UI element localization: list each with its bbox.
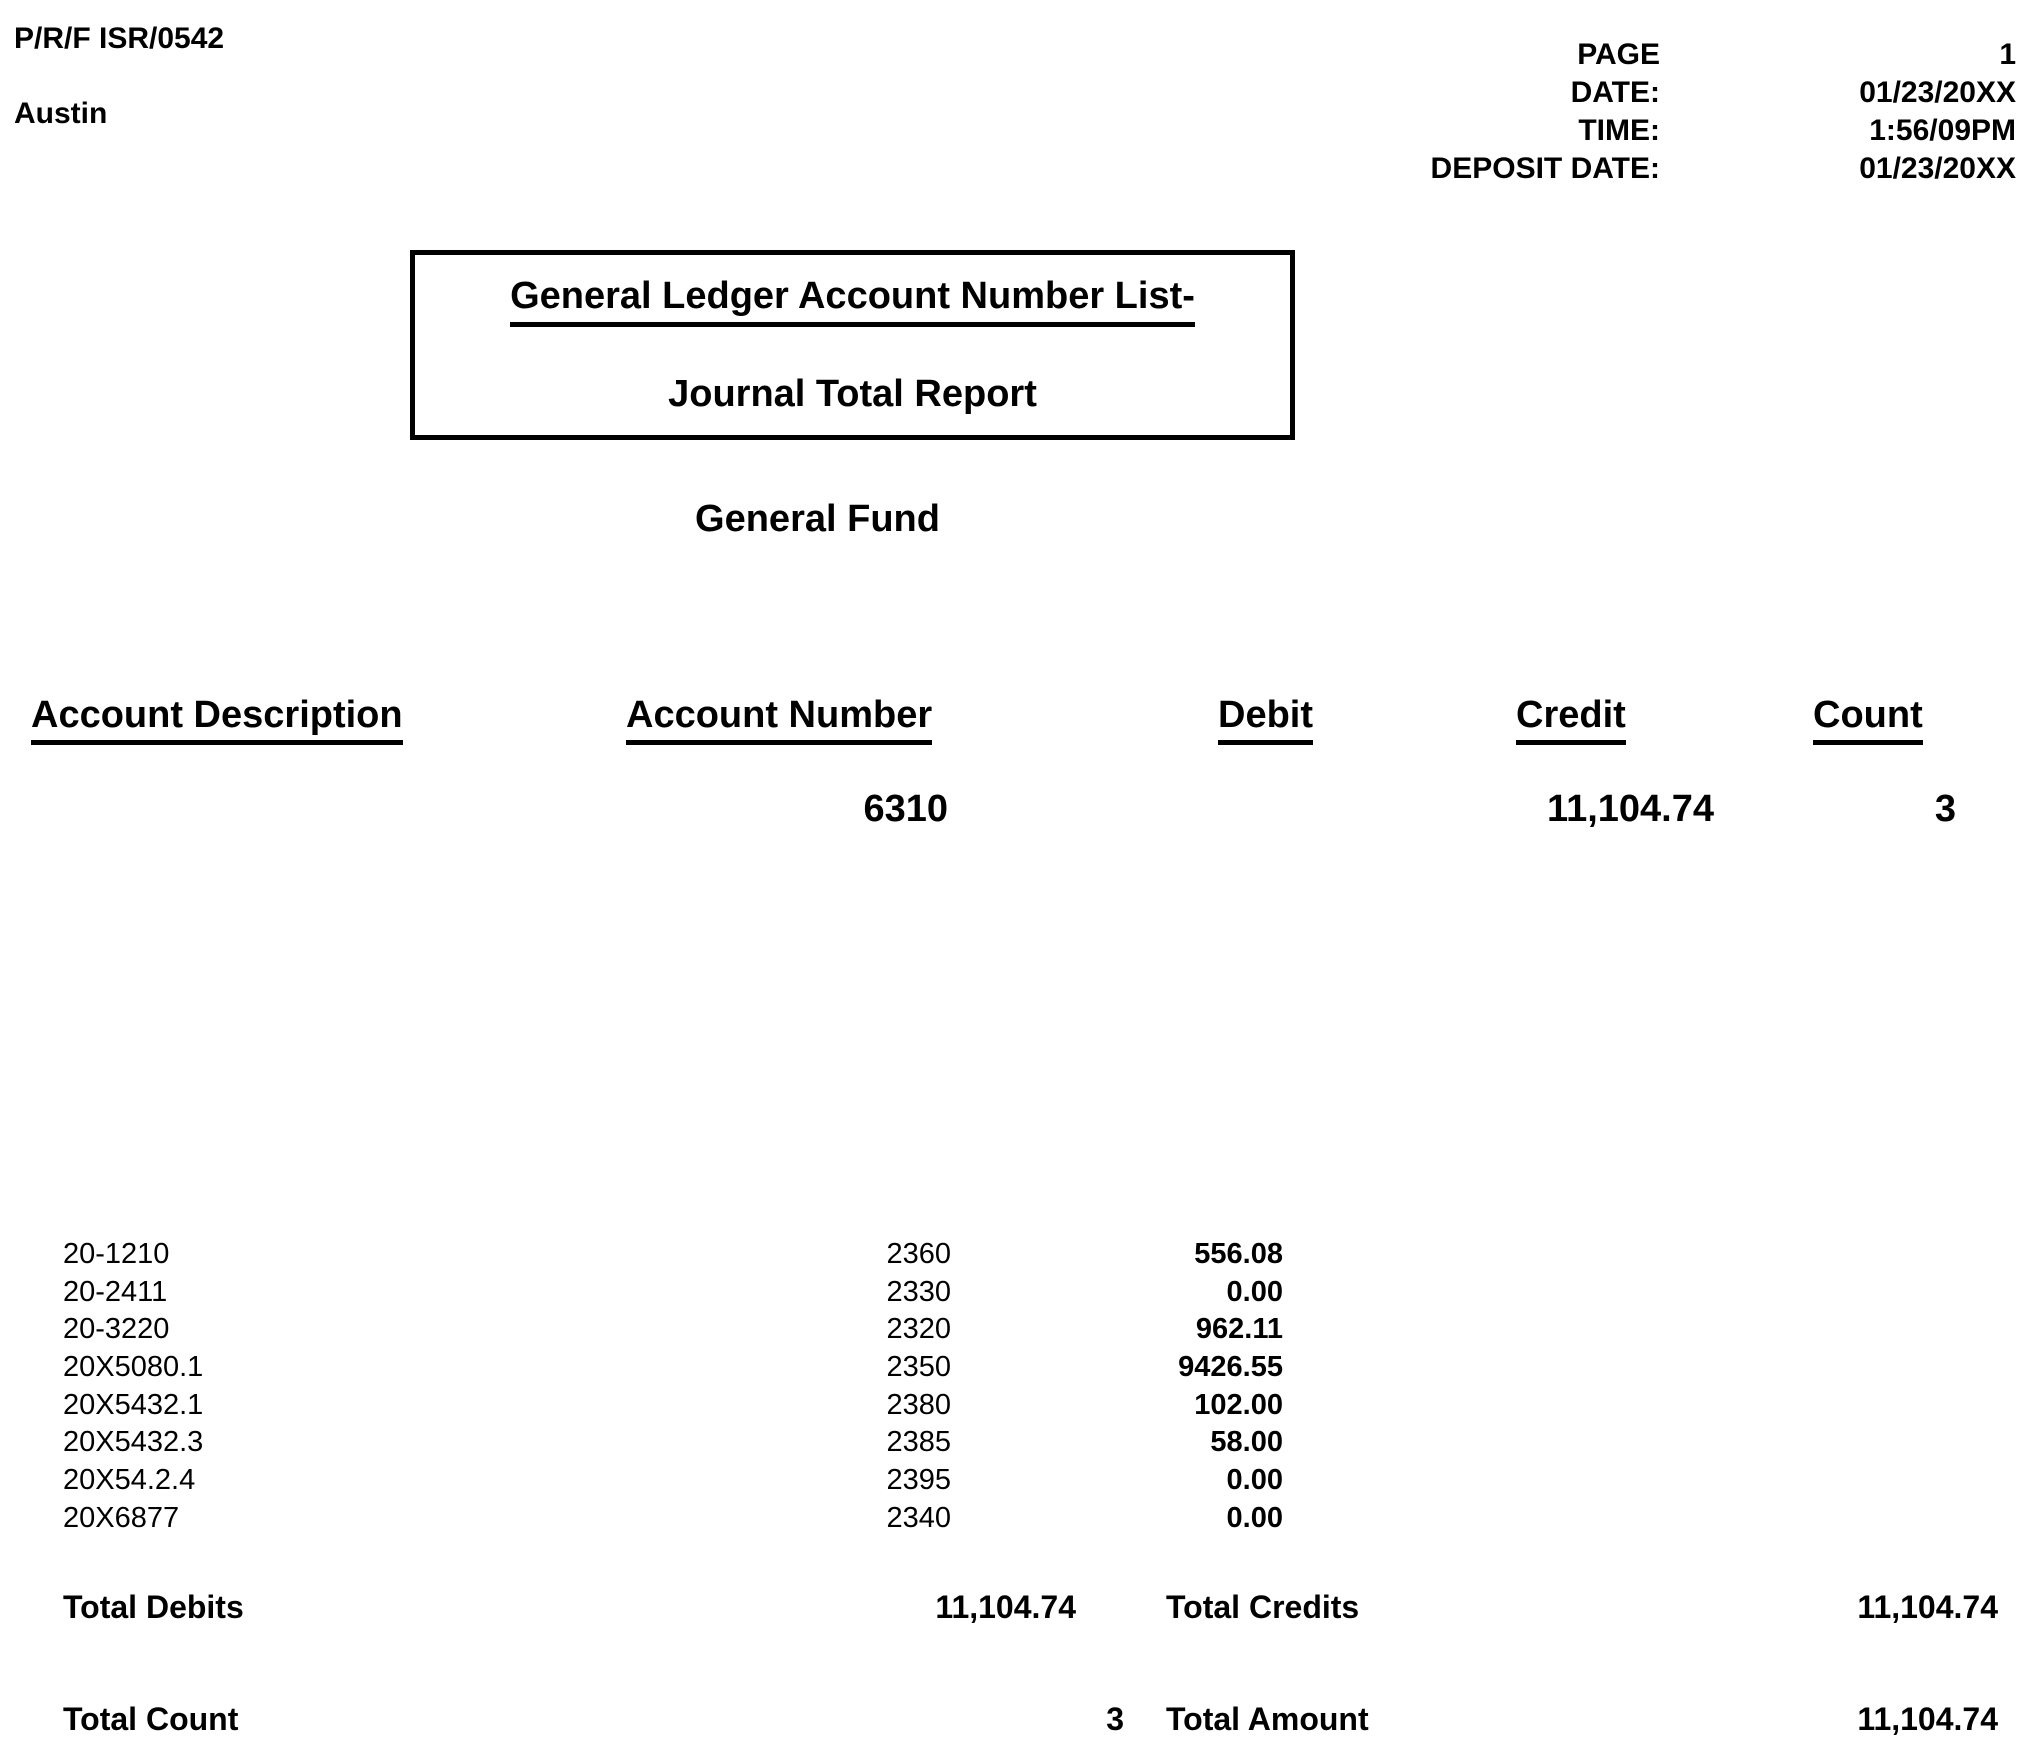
- row-debit: 102.00: [1194, 1389, 1283, 1421]
- row-debit: 962.11: [1195, 1313, 1283, 1345]
- meta-block: [1060, 38, 2016, 190]
- table-row: [0, 1464, 2025, 1502]
- meta-label-deposit-date: DEPOSIT DATE:: [1430, 152, 1660, 185]
- row-description: 20X54.2.4: [63, 1464, 196, 1496]
- summary-count: 3: [1934, 788, 1956, 830]
- row-description: 20X5080.1: [63, 1351, 204, 1383]
- meta-label-date: DATE:: [1570, 76, 1660, 109]
- meta-value-time: 1:56/09PM: [1869, 114, 2016, 147]
- row-description: 20-2411: [63, 1276, 168, 1308]
- col-header-count: Count: [1813, 694, 1923, 745]
- row-account-number: 2340: [886, 1502, 951, 1534]
- report-title-line1: General Ledger Account Number List-: [510, 275, 1195, 327]
- report-title-line2: Journal Total Report: [668, 373, 1037, 415]
- row-description: 20X6877: [63, 1502, 180, 1534]
- meta-value-date: 01/23/20XX: [1859, 76, 2016, 109]
- meta-row-time: [1060, 114, 2016, 152]
- row-description: 20-1210: [63, 1238, 170, 1270]
- total-count-label: Total Count: [63, 1701, 239, 1737]
- meta-label-time: TIME:: [1578, 114, 1660, 147]
- row-account-number: 2385: [886, 1426, 951, 1458]
- form-id: P/R/F ISR/0542: [14, 22, 225, 55]
- col-header-credit: Credit: [1516, 694, 1626, 745]
- meta-value-page: 1: [1999, 38, 2016, 71]
- col-header-account-number: Account Number: [626, 694, 932, 745]
- office-location: Austin: [14, 97, 108, 130]
- meta-row-page: [1060, 38, 2016, 76]
- meta-label-page: PAGE: [1577, 38, 1660, 71]
- meta-row-date: [1060, 76, 2016, 114]
- table-row: [0, 1502, 2025, 1540]
- row-debit: 0.00: [1226, 1276, 1283, 1308]
- table-row: [0, 1389, 2025, 1427]
- row-account-number: 2350: [886, 1351, 951, 1383]
- summary-account-number: 6310: [863, 788, 948, 830]
- meta-row-deposit-date: [1060, 152, 2016, 190]
- table-row: [0, 1426, 2025, 1464]
- col-header-account-description: Account Description: [31, 694, 403, 745]
- fund-name: General Fund: [695, 498, 940, 540]
- summary-credit: 11,104.74: [1547, 788, 1714, 830]
- row-account-number: 2360: [886, 1238, 951, 1270]
- meta-value-deposit-date: 01/23/20XX: [1859, 152, 2016, 185]
- row-debit: 58.00: [1210, 1426, 1283, 1458]
- col-header-debit: Debit: [1218, 694, 1313, 745]
- total-debits-label: Total Debits: [63, 1589, 244, 1625]
- row-description: 20X5432.3: [63, 1426, 204, 1458]
- row-description: 20-3220: [63, 1313, 170, 1345]
- total-amount-label: Total Amount: [1166, 1701, 1369, 1737]
- total-credits-value: 11,104.74: [1857, 1589, 1998, 1625]
- row-account-number: 2380: [886, 1389, 951, 1421]
- table-row: [0, 1238, 2025, 1276]
- total-credits-label: Total Credits: [1166, 1589, 1360, 1625]
- row-account-number: 2395: [886, 1464, 951, 1496]
- total-debits-value: 11,104.74: [935, 1589, 1076, 1625]
- total-count-value: 3: [1106, 1701, 1124, 1737]
- report-title-box: [410, 250, 1295, 440]
- row-debit: 0.00: [1226, 1464, 1283, 1496]
- row-description: 20X5432.1: [63, 1389, 204, 1421]
- row-account-number: 2330: [886, 1276, 951, 1308]
- table-row: [0, 1276, 2025, 1314]
- table-row: [0, 1313, 2025, 1351]
- total-amount-value: 11,104.74: [1857, 1701, 1998, 1737]
- row-debit: 0.00: [1226, 1502, 1283, 1534]
- row-debit: 556.08: [1194, 1238, 1283, 1270]
- table-row: [0, 1351, 2025, 1389]
- row-account-number: 2320: [886, 1313, 951, 1345]
- row-debit: 9426.55: [1178, 1351, 1283, 1383]
